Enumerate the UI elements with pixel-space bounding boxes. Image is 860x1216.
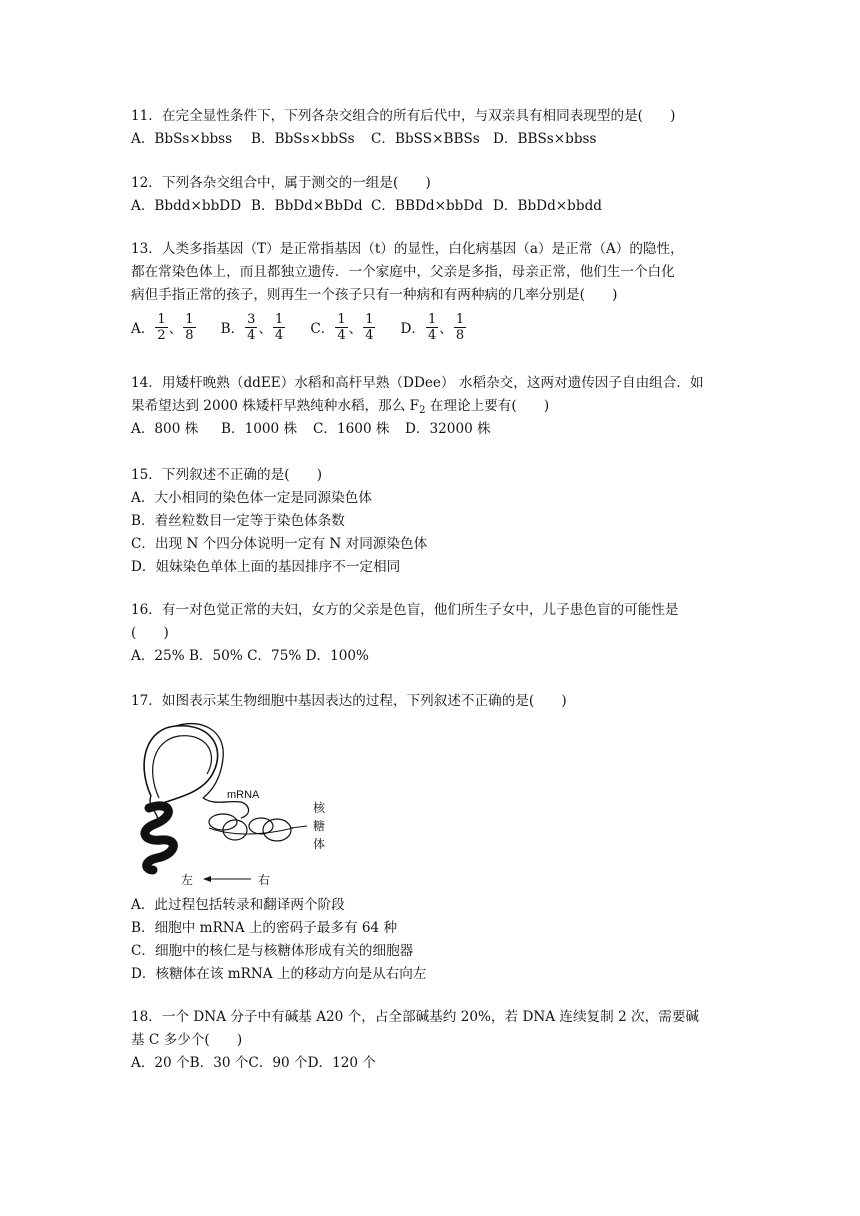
ribosome-label-3: 体 — [313, 837, 326, 851]
option-row — [131, 128, 736, 151]
dna-double-helix — [145, 806, 173, 870]
numerator: 1 — [365, 311, 374, 327]
denominator: 8 — [185, 327, 194, 343]
fraction — [335, 312, 347, 343]
question-14 — [131, 372, 736, 441]
option-row — [131, 418, 736, 441]
option-label: C． — [310, 321, 335, 337]
fraction — [454, 312, 466, 343]
question-17 — [131, 690, 736, 713]
option-b: B．细胞中 mRNA 上的密码子最多有 64 种 — [131, 920, 398, 936]
numerator: 1 — [275, 311, 284, 327]
fraction — [245, 312, 257, 343]
separator: 、 — [168, 321, 183, 337]
option-d: D．BBSs×bbss — [493, 131, 597, 147]
dna-strand-loop — [144, 726, 218, 803]
stem-text: 在理论上要有( ) — [425, 398, 550, 414]
option-d: D．核糖体在该 mRNA 上的移动方向是从右向左 — [131, 966, 427, 982]
option-d: D．BbDd×bbdd — [493, 198, 602, 214]
option-b: B．BbDd×BbDd — [251, 198, 363, 214]
option-b: B．BbSs×bbSs — [251, 131, 355, 147]
question-stem-line: 16．有一对色觉正常的夫妇，女方的父亲是色盲，他们所生子女中，儿子患色盲的可能性是 — [131, 602, 679, 618]
question-stem-line: 13．人类多指基因（T）是正常指基因（t）的显性，白化病基因（a）是正常（A）的隐性， — [131, 241, 684, 257]
option-d: D．姐妹染色单体上面的基因排序不一定相同 — [131, 559, 401, 575]
question-17-options — [131, 894, 736, 986]
mrna-strand — [203, 798, 249, 818]
option-label: A． — [131, 321, 155, 337]
denominator: 4 — [247, 327, 256, 343]
fraction — [363, 312, 375, 343]
gene-expression-figure — [131, 718, 361, 888]
option-row — [131, 195, 736, 218]
question-16 — [131, 599, 736, 668]
option-a: A．BbSs×bbss — [131, 131, 233, 147]
numerator: 1 — [455, 311, 465, 327]
denominator: 4 — [275, 327, 284, 343]
mrna-label: mRNA — [227, 789, 260, 801]
direction-arrowhead-icon — [203, 876, 211, 882]
numerator: 1 — [157, 311, 166, 327]
denominator: 8 — [455, 327, 465, 343]
left-label: 左 — [181, 873, 194, 887]
dna-strand-loop-inner — [153, 736, 212, 798]
question-12 — [131, 172, 736, 218]
option-label: B． — [220, 321, 245, 337]
question-stem-line: 病但手指正常的孩子，则再生一个孩子只有一种病和有两种病的几率分别是( ) — [131, 287, 618, 303]
question-stem-line: 18．一个 DNA 分子中有碱基 A20 个，占全部碱基约 20%，若 DNA 连续复制 2 次，需要碱 — [131, 1009, 700, 1025]
option-a — [131, 312, 197, 343]
separator: 、 — [258, 321, 273, 337]
option-c: C．1600 株 — [313, 421, 390, 437]
question-stem: 12．下列各杂交组合中，属于测交的一组是( ) — [131, 175, 431, 191]
fraction — [426, 312, 438, 343]
fraction — [183, 312, 195, 343]
question-stem-line — [131, 395, 736, 418]
subscript: 2 — [419, 405, 426, 416]
denominator: 4 — [365, 327, 374, 343]
option-a: A．800 株 — [131, 421, 199, 437]
option-row — [131, 307, 736, 347]
question-11 — [131, 105, 736, 151]
option-b: B．1000 株 — [221, 421, 298, 437]
ribosome-label-2: 糖 — [313, 819, 326, 833]
option-d — [400, 312, 467, 343]
fraction — [155, 312, 167, 343]
question-stem: 17．如图表示某生物细胞中基因表达的过程，下列叙述不正确的是( ) — [131, 693, 567, 709]
option-b: B．着丝粒数目一定等于染色体条数 — [131, 513, 345, 529]
option-c: C．细胞中的核仁是与核糖体形成有关的细胞器 — [131, 943, 414, 959]
option-a: A．此过程包括转录和翻译两个阶段 — [131, 897, 345, 913]
option-c — [310, 312, 376, 343]
option-c: C．出现 N 个四分体说明一定有 N 对同源染色体 — [131, 536, 428, 552]
option-a: A．Bbdd×bbDD — [131, 198, 242, 214]
question-stem-line: 基 C 多少个( ) — [131, 1032, 243, 1048]
question-stem: 15．下列叙述不正确的是( ) — [131, 467, 323, 483]
option-row: A．25% B．50% C．75% D．100% — [131, 648, 369, 664]
numerator: 1 — [337, 311, 346, 327]
question-stem-line: 都在常染色体上，而且都独立遗传．一个家庭中，父亲是多指，母亲正常，他们生一个白化 — [131, 264, 675, 280]
denominator: 4 — [337, 327, 346, 343]
separator: 、 — [439, 321, 453, 337]
stem-text: 果希望达到 2000 株矮杆早熟纯种水稻，那么 F — [131, 398, 420, 414]
question-stem-line: 14．用矮杆晚熟（ddEE）水稻和高杆早熟（DDee） 水稻杂交，这两对遗传因子自由组合．如 — [131, 375, 704, 391]
numerator: 1 — [185, 311, 194, 327]
denominator: 2 — [157, 327, 166, 343]
fraction — [273, 312, 285, 343]
option-a: A．大小相同的染色体一定是同源染色体 — [131, 490, 372, 506]
option-b — [221, 312, 287, 343]
separator: 、 — [348, 321, 363, 337]
question-15 — [131, 464, 736, 579]
denominator: 4 — [427, 327, 437, 343]
option-row: A．20 个B．30 个C．90 个D．120 个 — [131, 1055, 376, 1071]
question-stem: 11．在完全显性条件下，下列各杂交组合的所有后代中，与双亲具有相同表现型的是( ) — [131, 108, 676, 124]
question-18 — [131, 1006, 736, 1075]
numerator: 3 — [247, 311, 256, 327]
ribosome-label-1: 核 — [313, 801, 326, 815]
question-stem-line: ( ) — [131, 625, 169, 641]
option-label: D． — [400, 321, 425, 337]
option-c: C．BbSS×BBSs — [371, 131, 480, 147]
numerator: 1 — [427, 311, 437, 327]
gene-expression-diagram — [131, 718, 361, 888]
option-c: C．BBDd×bbDd — [371, 198, 483, 214]
question-13 — [131, 238, 736, 347]
ribosome-pointer-line — [291, 826, 307, 828]
right-label: 右 — [258, 873, 271, 887]
option-d: D．32000 株 — [405, 421, 491, 437]
